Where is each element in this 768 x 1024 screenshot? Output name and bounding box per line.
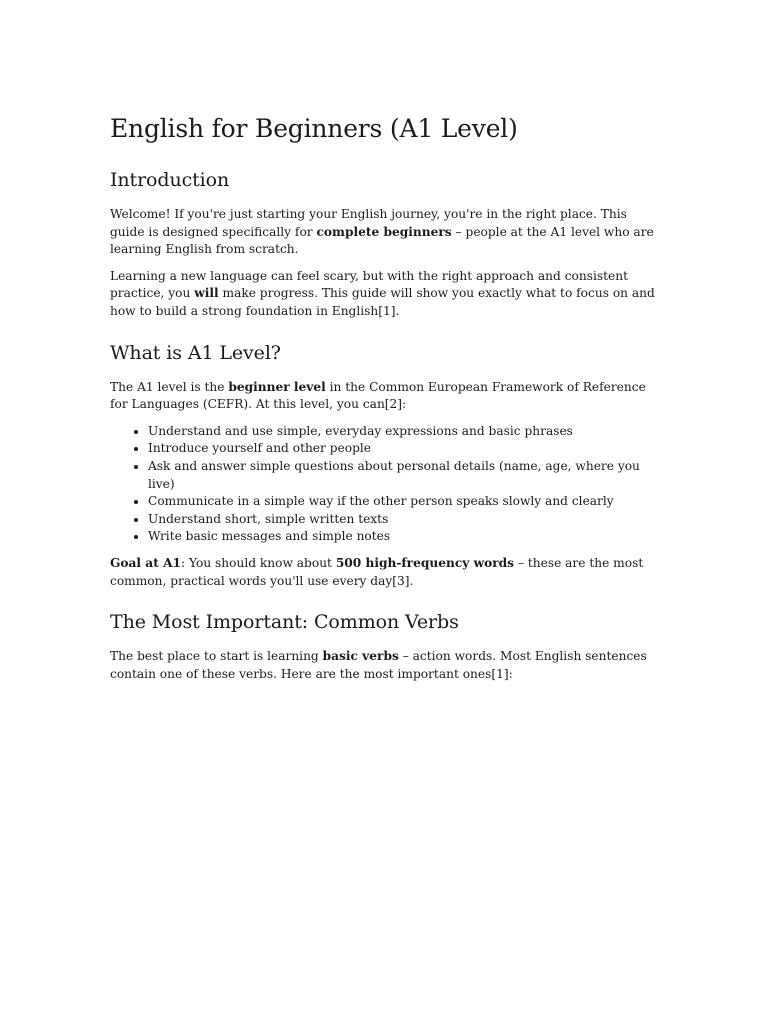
list-item: • Introduce yourself and other people	[148, 440, 658, 458]
document-title: English for Beginners (A1 Level)	[110, 114, 518, 143]
document-page	[110, 112, 658, 692]
intro-p1-text-b: – people at the A1 level who are learning English from scratch.	[110, 224, 654, 257]
common-verbs-heading: The Most Important: Common Verbs	[110, 611, 459, 634]
list-item: • Communicate in a simple way if the other person speaks slowly and clearly	[148, 493, 658, 511]
verbs-p1-text-b: – action words. Most English sentences contain one of these verbs. Here are the most important ones[1]:	[110, 649, 647, 681]
intro-paragraph-1	[110, 206, 658, 259]
verbs-p1-text-a: The best place to start is learning	[110, 649, 323, 664]
introduction-heading: Introduction	[110, 169, 230, 191]
verbs-paragraph	[110, 648, 658, 683]
intro-p1-text-a: Welcome! If you're just starting your English journey, you're in the right place. This guide is designed specifically for	[110, 207, 627, 239]
intro-p2-bold: will	[194, 286, 219, 301]
list-item: • Understand short, simple written texts	[148, 511, 658, 529]
goal-text-a: : You should know about	[181, 555, 336, 570]
goal-paragraph	[110, 555, 658, 590]
list-item: • Write basic messages and simple notes	[148, 528, 658, 546]
a1-p1-bold: beginner level	[228, 379, 326, 394]
intro-p2-text-a: Learning a new language can feel scary, but with the right approach and consistent practice, you	[110, 268, 628, 301]
intro-paragraph-2	[110, 268, 658, 321]
intro-p1-bold: complete beginners	[316, 224, 452, 239]
verbs-p1-bold: basic verbs	[322, 649, 399, 664]
a1-skills-list	[110, 423, 658, 546]
goal-label: Goal at A1	[110, 555, 182, 570]
intro-p2-text-b: make progress. This guide will show you exactly what to focus on and how to build a strong foundation in English[1].	[110, 286, 655, 318]
a1-level-heading: What is A1 Level?	[110, 341, 281, 364]
a1-p1-text-b: in the Common European Framework of Reference for Languages (CEFR). At this level, you can[2]:	[110, 379, 646, 412]
a1-paragraph	[110, 379, 658, 414]
goal-text-b: – these are the most common, practical words you'll use every day[3].	[110, 555, 644, 588]
list-item: • Ask and answer simple questions about personal details (name, age, where you live)	[148, 458, 658, 493]
goal-word-count: 500 high-frequency words	[335, 555, 515, 570]
list-item: • Understand and use simple, everyday expressions and basic phrases	[148, 423, 658, 441]
a1-p1-text-a: The A1 level is the	[110, 379, 229, 394]
